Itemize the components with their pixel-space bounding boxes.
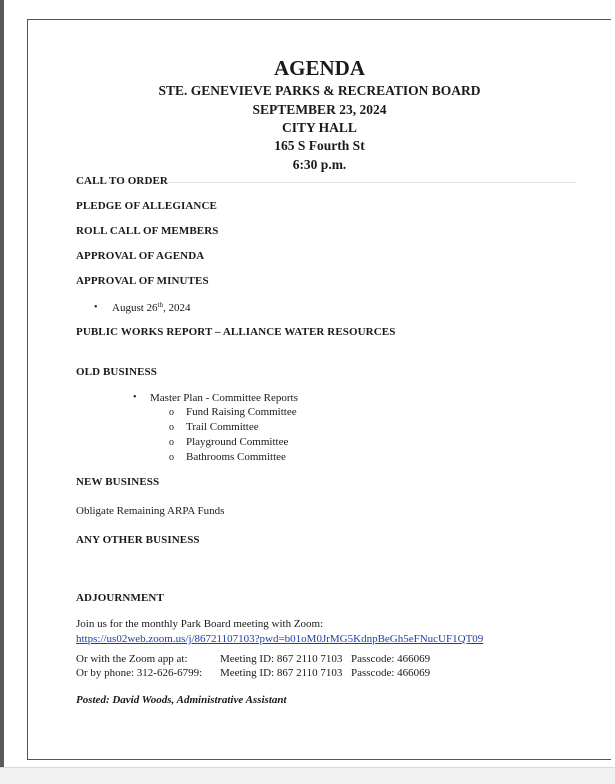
sub-bullet-circle: o (169, 422, 174, 433)
viewer-edge (0, 0, 4, 783)
zoom-app-label: Or with the Zoom app at: (76, 653, 188, 665)
sub-bullet-circle: o (169, 407, 174, 418)
posted-by: Posted: David Woods, Administrative Assistant (76, 694, 287, 706)
zoom-phone-label: Or by phone: 312-626-6799: (76, 667, 203, 679)
zoom-intro: Join us for the monthly Park Board meeting with Zoom: (76, 618, 324, 630)
item-pledge: PLEDGE OF ALLEGIANCE (76, 200, 217, 212)
agenda-page (27, 19, 611, 760)
item-old-business: OLD BUSINESS (76, 366, 157, 378)
meeting-address: 165 S Fourth St (274, 138, 365, 153)
meeting-time: 6:30 p.m. (292, 157, 347, 172)
master-plan-item: Master Plan - Committee Reports (150, 392, 298, 404)
zoom-app-passcode: Passcode: 466069 (351, 653, 431, 665)
item-call-to-order: CALL TO ORDER (76, 175, 168, 187)
item-public-works: PUBLIC WORKS REPORT – ALLIANCE WATER RESOURCES (76, 326, 396, 338)
sub-bullet-circle: o (169, 437, 174, 448)
item-adjournment: ADJOURNMENT (76, 592, 164, 604)
meeting-date: SEPTEMBER 23, 2024 (252, 102, 387, 117)
zoom-phone-passcode: Passcode: 466069 (351, 667, 431, 679)
zoom-link[interactable]: https://us02web.zoom.us/j/86721107103?pwd=b01oM0JrMG5KdnpBeGh5eFNucUF1QT09 (76, 633, 484, 645)
zoom-phone-meeting-id: Meeting ID: 867 2110 7103 (220, 667, 343, 679)
item-approval-minutes: APPROVAL OF MINUTES (76, 275, 209, 287)
committee-item: Playground Committee (186, 436, 289, 448)
agenda-title: AGENDA (273, 56, 365, 80)
item-approval-agenda: APPROVAL OF AGENDA (76, 250, 205, 262)
item-other-business: ANY OTHER BUSINESS (76, 534, 200, 546)
zoom-app-meeting-id: Meeting ID: 867 2110 7103 (220, 653, 343, 665)
meeting-place: CITY HALL (282, 120, 357, 135)
committee-item: Fund Raising Committee (186, 406, 297, 418)
item-roll-call: ROLL CALL OF MEMBERS (76, 225, 219, 237)
bullet-dot: • (133, 392, 137, 403)
committee-item: Trail Committee (186, 421, 259, 433)
viewer-bottom-strip (0, 767, 615, 784)
sub-bullet-circle: o (169, 452, 174, 463)
bullet-dot: • (94, 302, 98, 313)
item-new-business: NEW BUSINESS (76, 476, 160, 488)
org-name: STE. GENEVIEVE PARKS & RECREATION BOARD (158, 83, 481, 98)
committee-item: Bathrooms Committee (186, 451, 286, 463)
minutes-date: August 26th, 2024 (112, 301, 191, 314)
arpa-item: Obligate Remaining ARPA Funds (76, 505, 225, 517)
